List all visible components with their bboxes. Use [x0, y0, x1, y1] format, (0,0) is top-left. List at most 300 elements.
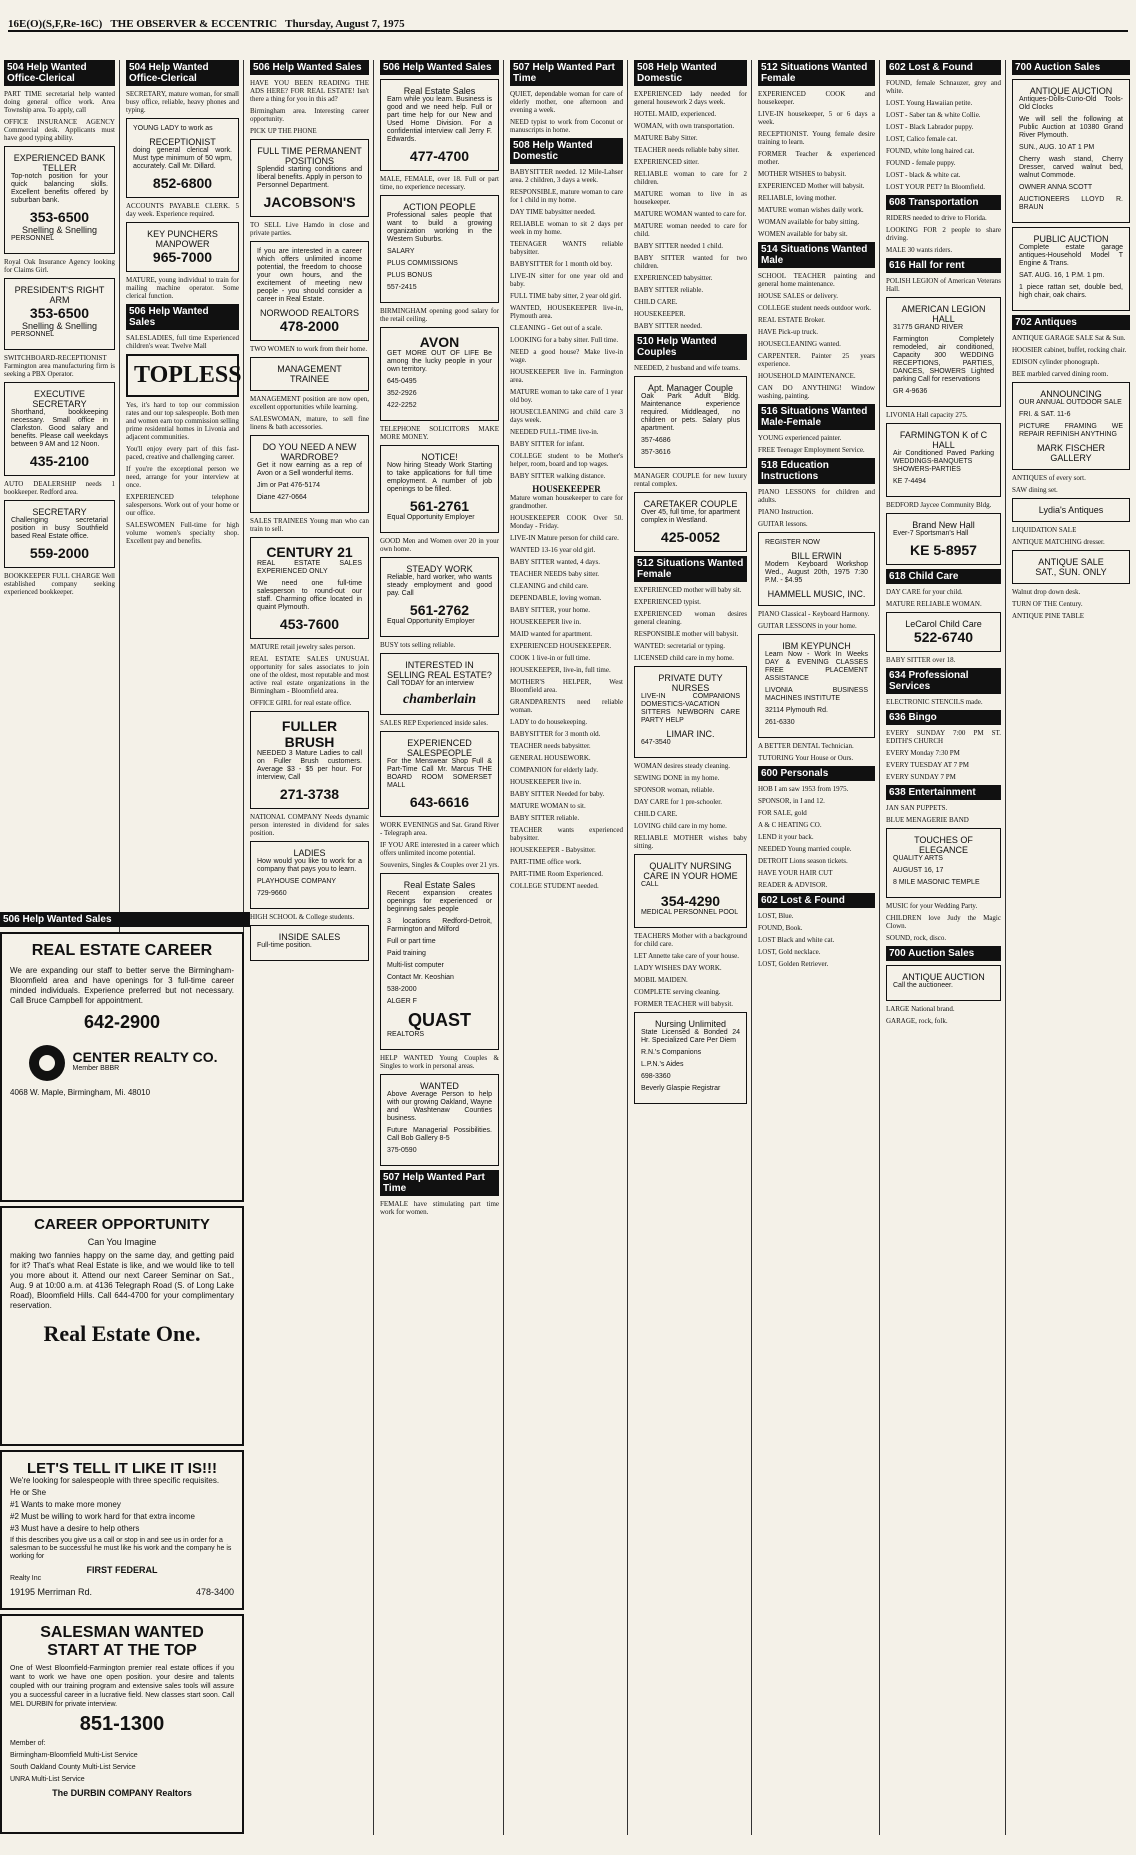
classified-ad: WOMAN desires steady cleaning.: [634, 762, 731, 770]
classified-ad: EXPERIENCED HOUSEKEEPER.: [510, 642, 612, 650]
classified-ad: NEEDED, 2 husband and wife teams.: [634, 364, 740, 372]
center-logo-icon: [27, 1043, 67, 1083]
classified-ad: REAL ESTATE Broker.: [758, 316, 826, 324]
classified-ad: MATURE RELIABLE WOMAN.: [886, 600, 982, 608]
fuller-brush-ad: FULLER BRUSH NEEDED 3 Mature Ladies to call on Fuller Brush customers. Average $3 - $5 per hour. For interview, Call 271-3738: [250, 711, 369, 809]
issue-date: Thursday, August 7, 1975: [285, 18, 405, 30]
classified-ad: SEWING DONE in my home.: [634, 774, 720, 782]
section-header: 616 Hall for rent: [886, 258, 1001, 273]
classified-ad: LOOKING for a baby sitter. Full time.: [510, 336, 619, 344]
classified-ad: SOUND, rock, disco.: [886, 934, 947, 942]
classified-ad: HAVE Pick-up truck.: [758, 328, 818, 336]
classified-ad: GARAGE, rock, folk.: [886, 1017, 948, 1025]
column-6-header: 508 Help Wanted Domestic: [634, 60, 747, 86]
salesman-wanted-ad: SALESMAN WANTED START AT THE TOP One of West Bloomfield-Farmington premier real estate offices if you want to work we have one open position. your desire and talents coupled with our training program and extensive sales tools will assure you a successful career in a lucrative field. New classes start soon. Call MEL DURBIN for private interview. 851-1300 Member of: Birmingham-Bloomfield Multi-List Service South Oakland County Multi-List Service UNRA Multi-List Service The DURBIN COMPANY Realtors: [0, 1614, 244, 1834]
section-header: 507 Help Wanted Part Time: [380, 1170, 499, 1196]
paper-title: THE OBSERVER & ECCENTRIC: [110, 18, 278, 30]
column-6: [630, 60, 752, 1835]
classified-ad: BABY SITTER wanted for two children.: [634, 254, 747, 270]
classified-ad: LADY to do housekeeping.: [510, 718, 588, 726]
classified-ad: CLEANING and child care.: [510, 582, 589, 590]
classified-ad: HOUSEHOLD MAINTENANCE.: [758, 372, 856, 380]
classified-ad: QUIET, dependable woman for care of elderly mother, one afternoon and evening a week.: [510, 90, 623, 114]
classified-ad: ELECTRONIC STENCILS made.: [886, 698, 983, 706]
classified-ad: BABY SITTER, your home.: [510, 606, 591, 614]
section-header: 508 Help Wanted Domestic: [510, 138, 623, 164]
classified-ad: LADY WISHES DAY WORK.: [634, 964, 722, 972]
notice-ad: NOTICE! Now hiring Steady Work Starting to take applications for full time employment. A number of job openings to be filled. 561-2761 Equal Opportunity Employer: [380, 445, 499, 533]
classified-ad: MATURE, young individual to train for mailing machine operator. Some clerical function.: [126, 276, 239, 300]
section-header: 518 Education Instructions: [758, 458, 875, 484]
classified-ad: GENERAL HOUSEWORK.: [510, 754, 591, 762]
antique-auction-ad: ANTIQUE AUCTION Call the auctioneer.: [886, 965, 1001, 1001]
classified-ad: TURN OF THE Century.: [1012, 600, 1083, 608]
classified-ad: Souvenirs, Singles & Couples over 21 yrs.: [380, 861, 499, 869]
classified-ad: CHILD CARE.: [634, 810, 678, 818]
classified-ad: Birmingham area. Interesting career opportunity.: [250, 107, 369, 123]
classified-ad: LICENSED child care in my home.: [634, 654, 734, 662]
section-header: 602 Lost & Found: [758, 893, 875, 908]
lecarol-ad: LeCarol Child Care 522-6740: [886, 612, 1001, 652]
classified-ad: LOST - Black Labrador puppy.: [886, 123, 974, 131]
classified-ad: HOB I am saw 1953 from 1975.: [758, 785, 849, 793]
avon-ad: AVON GET MORE OUT OF LIFE Be among the lucky people in your own territory. 645-0495 352-2926 422-2252: [380, 327, 499, 421]
classified-ad: SPONSOR, in I and 12.: [758, 797, 825, 805]
classified-ad: SALESLADIES, full time Experienced children's wear. Twelve Mall: [126, 334, 239, 350]
classified-ad: PART-TIME Room Experienced.: [510, 870, 603, 878]
classified-ad: EXPERIENCED COOK and housekeeper.: [758, 90, 875, 106]
classified-ad: If you're the exceptional person we need, arrange for your interview at once.: [126, 465, 239, 489]
classified-ad: COLLEGE student to be Mother's helper, room, board and top wages.: [510, 452, 623, 468]
classified-ad: HOUSEKEEPER, live-in, full time.: [510, 666, 611, 674]
classified-ad: FORMER TEACHER will babysit.: [634, 1000, 734, 1008]
classified-ad: FOUND, female Schnauzer, grey and white.: [886, 79, 1001, 95]
classified-ad: PIANO Classical - Keyboard Harmony.: [758, 610, 870, 618]
classified-ad: HOUSEKEEPER.: [634, 310, 686, 318]
classified-ad: ANTIQUE PINE TABLE: [1012, 612, 1085, 620]
classified-ad: EXPERIENCED sitter.: [634, 158, 699, 166]
topless-ad: TOPLESS: [126, 354, 239, 397]
classified-ad: TUTORING Your House or Ours.: [758, 754, 854, 762]
classified-ad: RIDERS needed to drive to Florida.: [886, 214, 987, 222]
center-realty-logo: CENTER REALTY CO. Member BBBR: [10, 1043, 234, 1083]
antique-auction-ad: ANTIQUE AUCTION Antiques-Dolls-Curio-Old Tools-Old Clocks We will sell the following at Public Auction at 10380 Grand River Plymouth. SUN., AUG. 10 AT 1 PM Cherry wash stand, Cherry Dresser, carved walnut bed, walnut Commode. OWNER ANNA SCOTT AUCTIONEERS LLOYD R. BRAUN: [1012, 79, 1130, 223]
classified-ad: COLLEGE student needs outdoor work.: [758, 304, 871, 312]
classified-ad: FEMALE have stimulating part time work for women.: [380, 1200, 499, 1216]
section-header: 702 Antiques: [1012, 315, 1130, 330]
century-21-ad: CENTURY 21 REAL ESTATE SALES EXPERIENCED ONLY We need one full-time salesperson to round-out our staff. Charming office located in quaint Plymouth. 453-7600: [250, 537, 369, 639]
classified-ad: GRANDPARENTS need reliable woman.: [510, 698, 623, 714]
classified-ad: RELIABLE, loving mother.: [758, 194, 837, 202]
housekeeper-heading: HOUSEKEEPER: [532, 484, 601, 494]
classified-ad: MATURE retail jewelry sales person.: [250, 643, 356, 651]
classified-ad: BABY SITTER over 18.: [886, 656, 956, 664]
classified-ad: NEED typist to work from Coconut or manuscripts in home.: [510, 118, 623, 134]
classified-ad: LIVE-IN housekeeper, 5 or 6 days a week.: [758, 110, 875, 126]
classified-ad: POLISH LEGION of American Veterans Hall.: [886, 277, 1001, 293]
classified-ad: LARGE National brand.: [886, 1005, 955, 1013]
section-header: 516 Situations Wanted Male-Female: [758, 404, 875, 430]
classified-ad: BIRMINGHAM opening good salary for the retail ceiling.: [380, 307, 499, 323]
classified-ad: PART TIME secretarial help wanted doing general office work. Area Township area. To apply, call: [4, 90, 115, 114]
column-5-header: 507 Help Wanted Part Time: [510, 60, 623, 86]
classified-ad: BABYSITTER for 3 month old.: [510, 730, 601, 738]
classified-ad: REAL ESTATE SALES UNUSUAL opportunity for sales associates to join one of the oldest, most reputable and most active real estate organizations in the Birmingham - Bloomfield area.: [250, 655, 369, 695]
inside-sales-ad: INSIDE SALES Full-time position.: [250, 925, 369, 961]
classified-ad: HOUSEKEEPER - Babysitter.: [510, 846, 596, 854]
classified-ad: MATURE WOMAN wanted to care for.: [634, 210, 747, 218]
classified-ad: A & C HEATING CO.: [758, 821, 822, 829]
classified-ad: GUITAR lessons.: [758, 520, 808, 528]
classified-ad: COMPANION for elderly lady.: [510, 766, 598, 774]
classified-ad: MOTHER'S HELPER, West Bloomfield area.: [510, 678, 623, 694]
classified-ad: MOBIL MAIDEN.: [634, 976, 688, 984]
classified-ad: Walnut drop down desk.: [1012, 588, 1081, 596]
classified-ad: TEENAGER WANTS reliable babysitter.: [510, 240, 623, 256]
classified-ad: NEED a good house? Make live-in wage.: [510, 348, 623, 364]
announcing-ad: ANNOUNCING OUR ANNUAL OUTDOOR SALE FRI. & SAT. 11-6 PICTURE FRAMING WE REPAIR REFINISH ANYTHING MARK FISCHER GALLERY: [1012, 382, 1130, 470]
classified-ad: BABY SITTER walking distance.: [510, 472, 606, 480]
career-opportunity-ad: CAREER OPPORTUNITY Can You Imagine making two fannies happy on the same day, and getting paid for it? That's what Real Estate is like, and we would like to tell you more about it. Attend our next Career Seminar on Sat., Aug. 9 at 10:00 a.m. at 4136 Telegraph Road (S. of Long Lake Road), Bloomfield Hills. Call 644-4700 for your complimentary reservation. Real Estate One.: [0, 1206, 244, 1446]
classified-ad: YOUNG experienced painter.: [758, 434, 842, 442]
classified-ad: CLEANING - Get out of a scale.: [510, 324, 603, 332]
classified-ad: HOUSE SALES or delivery.: [758, 292, 839, 300]
column-4: [376, 60, 504, 1835]
classified-ad: BABYSITTER needed. 12 Mile-Lahser area. 2 children, 3 days a week.: [510, 168, 623, 184]
ladies-ad: LADIES How would you like to work for a company that pays you to learn. PLAYHOUSE COMPANY 729-9660: [250, 841, 369, 909]
bingo-listing: EVERY TUESDAY AT 7 PM: [886, 761, 969, 769]
wardrobe-ad: DO YOU NEED A NEW WARDROBE? Get it now earning as a rep of Avon or a Sell wonderful items. Jim or Pat 476-5174 Diane 427-0664: [250, 435, 369, 513]
classified-ad: WANTED 13-16 year old girl.: [510, 546, 596, 554]
section-header: 600 Personals: [758, 766, 875, 781]
classified-ad: LEND it your back.: [758, 833, 814, 841]
american-legion-hall-ad: AMERICAN LEGION HALL 31775 GRAND RIVER Farmington Completely remodeled, air conditioned, Capacity 300 WEDDING RECEPTIONS, PARTIES, DANCES, SHOWERS Lighted parking Call for reservations GR 4-9636: [886, 297, 1001, 407]
classified-ad: OFFICE INSURANCE AGENCY Commercial desk. Applicants must have good typing ability.: [4, 118, 115, 142]
classified-ad: HOUSECLEANING wanted.: [758, 340, 841, 348]
classified-ad: SWITCHBOARD-RECEPTIONIST Farmington area manufacturing firm is seeking a PBX Operator.: [4, 354, 115, 378]
classified-ad: SAW dining set.: [1012, 486, 1058, 494]
classified-ad: BLUE MENAGERIE BAND: [886, 816, 969, 824]
classified-ad: MANAGEMENT position are now open, excellent opportunities while learning.: [250, 395, 369, 411]
classified-ad: LOST YOUR PET? In Bloomfield.: [886, 183, 985, 191]
antique-sale-ad: ANTIQUE SALE SAT., SUN. ONLY: [1012, 550, 1130, 584]
classified-ad: NATIONAL COMPANY Needs dynamic person interested in dividend for sales position.: [250, 813, 369, 837]
classified-ad: TEACHERS Mother with a background for child care.: [634, 932, 747, 948]
classified-ad: ACCOUNTS PAYABLE CLERK. 5 day week. Experience required.: [126, 202, 239, 218]
section-header: 510 Help Wanted Couples: [634, 334, 747, 360]
classified-ad: EXPERIENCED mother will baby sit.: [634, 586, 742, 594]
executive-secretary-ad: EXECUTIVE SECRETARY Shorthand, bookkeeping necessary. Small office in Clarkston. Good salary and benefits. Please call weekdays between 9 AM and 12 Noon. 435-2100: [4, 382, 115, 476]
classified-ad: DAY CARE for 1 pre-schooler.: [634, 798, 722, 806]
classified-ad: LOST - black & white cat.: [886, 171, 961, 179]
classified-ad: LOVING child care in my home.: [634, 822, 727, 830]
classified-ad: HOUSECLEANING and child care 3 days week.: [510, 408, 623, 424]
classified-ad: RELIABLE woman to sit 2 days per week in my home.: [510, 220, 623, 236]
classified-ad: ANTIQUE GARAGE SALE Sat & Sun.: [1012, 334, 1126, 342]
classified-ad: BABY SITTER needed.: [634, 322, 702, 330]
classified-ad: TEACHER needs reliable baby sitter.: [634, 146, 740, 154]
classified-ad: NEEDED FULL-TIME live-in.: [510, 428, 599, 436]
section-header: 512 Situations Wanted Female: [634, 556, 747, 582]
classified-ad: WANTED, HOUSEKEEPER live-in, Plymouth area.: [510, 304, 623, 320]
private-duty-nurses-ad: PRIVATE DUTY NURSES LIVE-IN COMPANIONS DOMESTICS-VACATION SITTERS NEWBORN CARE PARTY HELP LIMAR INC. 647-3540: [634, 666, 747, 758]
classified-ad: SALESWOMEN Full-time for high volume women's specialty shop. Excellent pay and benefits.: [126, 521, 239, 545]
real-estate-career-ad: REAL ESTATE CAREER We are expanding our staff to better serve the Birmingham-Bloomfield area and have openings for 3 full-time career minded individuals. Experience preferred but not necessary. Call Bruce Campbell for appointment. 642-2900 CENTER REALTY CO. Member BBBR 4068 W. Maple, Birmingham, Mi. 48010: [0, 932, 244, 1202]
quast-ad: Real Estate Sales Recent expansion creates openings for experienced or beginning sales people 3 locations Redford-Detroit, Farmington and Milford Full or part time Paid training Multi-list computer Contact Mr. Keoshian 538-2000 ALGER F QUAST REALTORS: [380, 873, 499, 1050]
ibm-keypunch-ad: IBM KEYPUNCH Learn Now - Work In Weeks DAY & EVENING CLASSES FREE PLACEMENT ASSISTANCE LIVONIA BUSINESS MACHINES INSTITUTE 32114 Plymouth Rd. 261-6330: [758, 634, 875, 738]
bingo-listing: EVERY SUNDAY 7:00 PM ST. EDITH'S CHURCH: [886, 729, 1001, 745]
classified-ad: LOOKING FOR 2 people to share driving.: [886, 226, 1001, 242]
steady-work-ad: STEADY WORK Reliable, hard worker, who wants steady employment and good pay. Call 561-2762 Equal Opportunity Employer: [380, 557, 499, 637]
classified-ad: OFFICE GIRL for real estate office.: [250, 699, 352, 707]
classified-ad: MATURE woman wishes daily work.: [758, 206, 864, 214]
classified-ad: FOR SALE, gold: [758, 809, 807, 817]
classified-ad: FORMER Teacher & experienced mother.: [758, 150, 875, 166]
column-1-header: 504 Help Wanted Office-Clerical: [4, 60, 115, 86]
lydias-antiques-ad: Lydia's Antiques: [1012, 498, 1130, 522]
real-estate-one-logo: Real Estate One.: [43, 1321, 201, 1346]
classified-ad: RESPONSIBLE, mature woman to care for 1 child in my home.: [510, 188, 623, 204]
classified-ad: RESPONSIBLE mother will babysit.: [634, 630, 739, 638]
classified-ad: LIVONIA Hall capacity 275.: [886, 411, 968, 419]
classified-ad: HIGH SCHOOL & College students.: [250, 913, 355, 921]
classified-ad: CHILDREN love Judy the Magic Clown.: [886, 914, 1001, 930]
section-header: 514 Situations Wanted Male: [758, 242, 875, 268]
classified-ad: PIANO LESSONS for children and adults.: [758, 488, 875, 504]
classified-ad: LOST, Blue.: [758, 912, 794, 920]
presidents-arm-ad: PRESIDENT'S RIGHT ARM 353-6500 Snelling & Snelling PERSONNEL: [4, 278, 115, 350]
classified-ad: HELP WANTED Young Couples & Singles to work in personal areas.: [380, 1054, 499, 1070]
section-header: 636 Bingo: [886, 710, 1001, 725]
brand-new-hall-ad: Brand New Hall Ever-7 Sportsman's Hall KE 5-8957: [886, 513, 1001, 565]
classified-ad: MUSIC for your Wedding Party.: [886, 902, 978, 910]
classified-ad: PART-TIME office work.: [510, 858, 582, 866]
classified-ad: FOUND, Book.: [758, 924, 803, 932]
classified-ad: BEDFORD Jaycee Community Bldg.: [886, 501, 992, 509]
bingo-listing: EVERY SUNDAY 7 PM: [886, 773, 956, 781]
classified-ad: A BETTER DENTAL Technician.: [758, 742, 854, 750]
classified-ad: SALESWOMAN, mature, to sell fine linens & bath accessories.: [250, 415, 369, 431]
classified-ad: DAY TIME babysitter needed.: [510, 208, 596, 216]
classified-ad: BOOKKEEPER FULL CHARGE Well established company seeking experienced bookkeeper.: [4, 572, 115, 596]
classified-ad: GUITAR LESSONS in your home.: [758, 622, 857, 630]
classified-ad: WOMEN available for baby sit.: [758, 230, 848, 238]
classified-ad: HOUSEKEEPER live in. Farmington area.: [510, 368, 623, 384]
classified-ad: WOMAN available for baby sitting.: [758, 218, 860, 226]
classified-ad: MOTHER WISHES to babysit.: [758, 170, 847, 178]
column-2: [122, 60, 244, 970]
classified-ad: LIQUIDATION SALE: [1012, 526, 1077, 534]
classified-ad: FOUND, white long haired cat.: [886, 147, 975, 155]
classified-ad: READER & ADVISOR.: [758, 881, 828, 889]
classified-ad: EXPERIENCED typist.: [634, 598, 701, 606]
classified-ad: TO SELL Live Hamdo in close and private parties.: [250, 221, 369, 237]
classified-ad: HOTEL MAID, experienced.: [634, 110, 717, 118]
action-people-ad: ACTION PEOPLE Professional sales people that want to build a growing organization working in the Western Suburbs. SALARY PLUS COMMISSIONS PLUS BONUS 557-2415: [380, 195, 499, 303]
norwood-ad: If you are interested in a career which offers unlimited income potential, the freedom to choose your own hours, and the excitement of meeting new people - you should consider a career in Real Estate. NORWOOD REALTORS 478-2000: [250, 241, 369, 341]
column-5: [506, 60, 628, 1835]
column-9: [1008, 60, 1134, 1835]
nursing-unlimited-ad: Nursing Unlimited State Licensed & Bonded 24 Hr. Specialized Care Per Diem R.N.'s Companions L.P.N.'s Aides 698-3360 Beverly Glaspie Registrar: [634, 1012, 747, 1104]
section-header: 608 Transportation: [886, 195, 1001, 210]
classified-ad: BABY SITTER for infant.: [510, 440, 585, 448]
receptionist-ad: YOUNG LADY to work as RECEPTIONIST doing general clerical work. Must type minimum of 50 wpm, accurately. Call Mr. Dillard. 852-6800: [126, 118, 239, 198]
classified-ad: BABY SITTER reliable.: [634, 286, 704, 294]
classified-ad: LET Annette take care of your house.: [634, 952, 740, 960]
classified-ad: SALES REP Experienced inside sales.: [380, 719, 489, 727]
classified-ad: HOUSEKEEPER COOK Over 50. Monday - Friday.: [510, 514, 623, 530]
section-header: 634 Professional Services: [886, 668, 1001, 694]
classified-ad: TWO WOMEN to work from their home.: [250, 345, 368, 353]
classified-ad: RECEPTIONIST. Young female desire training to learn.: [758, 130, 875, 146]
classified-ad: HAVE YOUR HAIR CUT: [758, 869, 833, 877]
classified-ad: TEACHER NEEDS baby sitter.: [510, 570, 600, 578]
column-7-header: 512 Situations Wanted Female: [758, 60, 875, 86]
classified-ad: Mature woman housekeeper to care for grandmother.: [510, 494, 623, 510]
management-trainee-ad: MANAGEMENT TRAINEE: [250, 357, 369, 391]
classified-ad: NEEDED Young married couple.: [758, 845, 852, 853]
classified-ad: COMPLETE serving cleaning.: [634, 988, 721, 996]
classified-ad: HOOSIER cabinet, buffet, rocking chair.: [1012, 346, 1127, 354]
section-header: 618 Child Care: [886, 569, 1001, 584]
classified-ad: TEACHER needs babysitter.: [510, 742, 591, 750]
classified-ad: LOST, Calico female cat.: [886, 135, 958, 143]
interested-ad: INTERESTED IN SELLING REAL ESTATE? Call TODAY for an interview chamberlain: [380, 653, 499, 715]
classified-ad: IF YOU ARE interested in a career which offers unlimited income potential.: [380, 841, 499, 857]
classified-ad: DETROIT Lions season tickets.: [758, 857, 848, 865]
section-header: 506 Help Wanted Sales: [126, 304, 239, 330]
classified-ad: SECRETARY, mature woman, for small busy office, reliable, heavy phones and typing.: [126, 90, 239, 114]
classified-ad: CARPENTER. Painter 25 years experience.: [758, 352, 875, 368]
classified-ad: ANTIQUE MATCHING dresser.: [1012, 538, 1105, 546]
section-header: 506 Help Wanted Sales: [0, 912, 250, 927]
classified-ad: EXPERIENCED telephone salespersons. Work out of your home or our office.: [126, 493, 239, 517]
bill-erwin-ad: REGISTER NOW BILL ERWIN Modern Keyboard Workshop Wed., August 20th, 1975 7:30 P.M. - $4.95 HAMMELL MUSIC, INC.: [758, 532, 875, 606]
classified-ad: WOMAN, with own transportation.: [634, 122, 735, 130]
classified-ad: WANTED: secretarial or typing.: [634, 642, 725, 650]
classified-ad: HAVE YOU BEEN READING THE ADS HERE? FOR REAL ESTATE! Isn't there a thing for you in this ad?: [250, 79, 369, 103]
classified-ad: DAY CARE for your child.: [886, 588, 963, 596]
classified-ad: MATURE woman to live in as housekeeper.: [634, 190, 747, 206]
bingo-listing: EVERY Monday 7:30 PM: [886, 749, 960, 757]
column-8: [882, 60, 1006, 1835]
classified-ad: PIANO Instruction.: [758, 508, 814, 516]
keypunchers-ad: KEY PUNCHERS MANPOWER 965-7000: [126, 222, 239, 272]
classified-ad: MAID wanted for apartment.: [510, 630, 593, 638]
classified-ad: MATURE woman needed to care for child.: [634, 222, 747, 238]
classified-ad: JAN SAN PUPPETS.: [886, 804, 948, 812]
secretary-ad: SECRETARY Challenging secretarial position in busy Southfield based Real Estate office. 559-2000: [4, 500, 115, 568]
classified-ad: BABYSITTER for 1 month old boy.: [510, 260, 613, 268]
classified-ad: HOUSEKEEPER live in.: [510, 618, 581, 626]
classified-ad: MALE 30 wants riders.: [886, 246, 953, 254]
column-8-header: 602 Lost & Found: [886, 60, 1001, 75]
column-1: [0, 60, 120, 970]
classified-ad: EXPERIENCED woman desires general cleaning.: [634, 610, 747, 626]
classified-ad: EDISON cylinder phonograph.: [1012, 358, 1100, 366]
classified-ad: FOUND - female puppy.: [886, 159, 956, 167]
classified-ad: FREE Teenager Employment Service.: [758, 446, 865, 454]
classified-ad: BABY SITTER Needed for baby.: [510, 790, 605, 798]
classified-ad: TELEPHONE SOLICITORS MAKE MORE MONEY.: [380, 425, 499, 441]
classified-ad: BABY SITTER wanted, 4 days.: [510, 558, 600, 566]
classified-ad: COOK 1 live-in or full time.: [510, 654, 591, 662]
experienced-salespeople-ad: EXPERIENCED SALESPEOPLE For the Menswear Shop Full & Part-Time Call Mr. Marcus THE BOARD ROOM SOMERSET MALL 643-6616: [380, 731, 499, 817]
column-3: [246, 60, 374, 1835]
classified-ad: EXPERIENCED lady needed for general housework 2 days week.: [634, 90, 747, 106]
lets-tell-it-ad: LET'S TELL IT LIKE IT IS!!! We're looking for salespeople with three specific requisites. He or She #1 Wants to make more money #2 Must be willing to work hard for that extra income #3 Must have a desire to help others If this describes you give us a call or stop in and see us in order for a salesman to be successful he must like his work and the company he is working for FIRST FEDERAL Realty Inc 19195 Merriman Rd. 478-3400: [0, 1450, 244, 1610]
classified-ad: MATURE woman to take care of 1 year old boy.: [510, 388, 623, 404]
classified-ad: SALES TRAINEES Young man who can train to sell.: [250, 517, 369, 533]
column-3-header: 506 Help Wanted Sales: [250, 60, 369, 75]
classified-ad: ANTIQUES of every sort.: [1012, 474, 1086, 482]
wanted-ad: WANTED Above Average Person to help with our growing Oakland, Wayne and Washtenaw Counties business. Future Managerial Possibilities. Call Bob Gallery 8-5 375-0590: [380, 1074, 499, 1166]
classified-ad: LOST - Saber tan & white Collie.: [886, 111, 981, 119]
classified-ad: SCHOOL TEACHER painting and general home maintenance.: [758, 272, 875, 288]
classified-ad: MANAGER COUPLE for new luxury rental complex.: [634, 472, 747, 488]
classified-ad: CAN DO ANYTHING! Window washing, painting.: [758, 384, 875, 400]
classified-ad: AUTO DEALERSHIP needs 1 bookkeeper. Redford area.: [4, 480, 115, 496]
farmington-hall-ad: FARMINGTON K of C HALL Air Conditioned Paved Parking WEDDINGS-BANQUETS SHOWERS-PARTIES KE 7-4494: [886, 423, 1001, 497]
classified-ad: DEPENDABLE, loving woman.: [510, 594, 602, 602]
bank-teller-ad: EXPERIENCED BANK TELLER Top-notch position for your quick balancing skills. Excellent benefits offered by suburban bank. 353-6500 Snelling & Snelling PERSONNEL: [4, 146, 115, 254]
classified-ad: BUSY tots selling reliable.: [380, 641, 456, 649]
page-number: 16E(O)(S,F,Re-16C): [8, 18, 103, 30]
classified-ad: RELIABLE MOTHER wishes baby sitting.: [634, 834, 747, 850]
classified-ad: MATURE Baby Sitter.: [634, 134, 698, 142]
classified-ad: RELIABLE woman to care for 2 children.: [634, 170, 747, 186]
full-time-ad: FULL TIME PERMANENT POSITIONS Splendid starting conditions and liberal benefits. Apply in person to Personnel Department. JACOBSON'S: [250, 139, 369, 217]
classified-ad: BEE marbled carved dining room.: [1012, 370, 1109, 378]
public-auction-ad: PUBLIC AUCTION Complete estate garage antiques-Household Model T Engine & Trans. SAT. AUG. 16, 1 P.M. 1 pm. 1 piece rattan set, double bed, high chair, oak chairs.: [1012, 227, 1130, 311]
classified-ad: BABY SITTER reliable.: [510, 814, 580, 822]
classified-ad: LIVE-IN Mature person for child care.: [510, 534, 619, 542]
classified-ad: Yes, it's hard to top our commission rates and our top salespeople. Both men and women earn top commission selling prime residential homes in Livonia and adjacent communities.: [126, 401, 239, 441]
column-4-header: 506 Help Wanted Sales: [380, 60, 499, 75]
touches-of-elegance-ad: TOUCHES OF ELEGANCE QUALITY ARTS AUGUST 16, 17 8 MILE MASONIC TEMPLE: [886, 828, 1001, 898]
classified-ad: LOST, Gold necklace.: [758, 948, 821, 956]
classified-ad: Royal Oak Insurance Agency looking for Claims Girl.: [4, 258, 115, 274]
classified-ad: LOST, Golden Retriever.: [758, 960, 829, 968]
classified-ad: LOST Black and white cat.: [758, 936, 835, 944]
column-9-header: 700 Auction Sales: [1012, 60, 1130, 75]
classified-ad: HOUSEKEEPER live in.: [510, 778, 581, 786]
section-header: 700 Auction Sales: [886, 946, 1001, 961]
caretaker-ad: CARETAKER COUPLE Over 45, full time, for apartment complex in Westland. 425-0052: [634, 492, 747, 552]
section-header: 638 Entertainment: [886, 785, 1001, 800]
classified-ad: LIVE-IN sitter for one year old and baby.: [510, 272, 623, 288]
classified-ad: EXPERIENCED Mother will babysit.: [758, 182, 865, 190]
classified-ad: SPONSOR woman, reliable.: [634, 786, 715, 794]
classified-ad: WORK EVENINGS and Sat. Grand River - Telegraph area.: [380, 821, 499, 837]
classified-ad: BABY SITTER needed 1 child.: [634, 242, 723, 250]
apt-manager-ad: Apt. Manager Couple Oak Park Adult Bldg. Maintenance experience required. Middleaged, no children or pets. Salary plus apartment. 357-4686 357-3616: [634, 376, 747, 468]
classified-ad: MATURE WOMAN to sit.: [510, 802, 586, 810]
column-7: [754, 60, 880, 1835]
classified-ad: TEACHER wants experienced babysitter.: [510, 826, 623, 842]
classified-ad: PICK UP THE PHONE: [250, 127, 317, 135]
classified-ad: CHILD CARE.: [634, 298, 678, 306]
real-estate-sales-ad: Real Estate Sales Earn while you learn. Business is good and we need help. Full or part time help for our New and Used Home Division. For a confidential interview call Jerry F. Edwards. 477-4700: [380, 79, 499, 171]
quality-nursing-ad: QUALITY NURSING CARE IN YOUR HOME CALL 354-4290 MEDICAL PERSONNEL POOL: [634, 854, 747, 928]
classified-ad: EXPERIENCED babysitter.: [634, 274, 713, 282]
classified-ad: FULL TIME baby sitter, 2 year old girl.: [510, 292, 622, 300]
classified-ad: You'll enjoy every part of this fast-paced, creative and challenging career.: [126, 445, 239, 461]
masthead: [8, 6, 1128, 32]
classified-ad: COLLEGE STUDENT needed.: [510, 882, 599, 890]
classified-ad: GOOD Men and Women over 20 in your own home.: [380, 537, 499, 553]
classified-ad: LOST. Young Hawaiian petite.: [886, 99, 973, 107]
